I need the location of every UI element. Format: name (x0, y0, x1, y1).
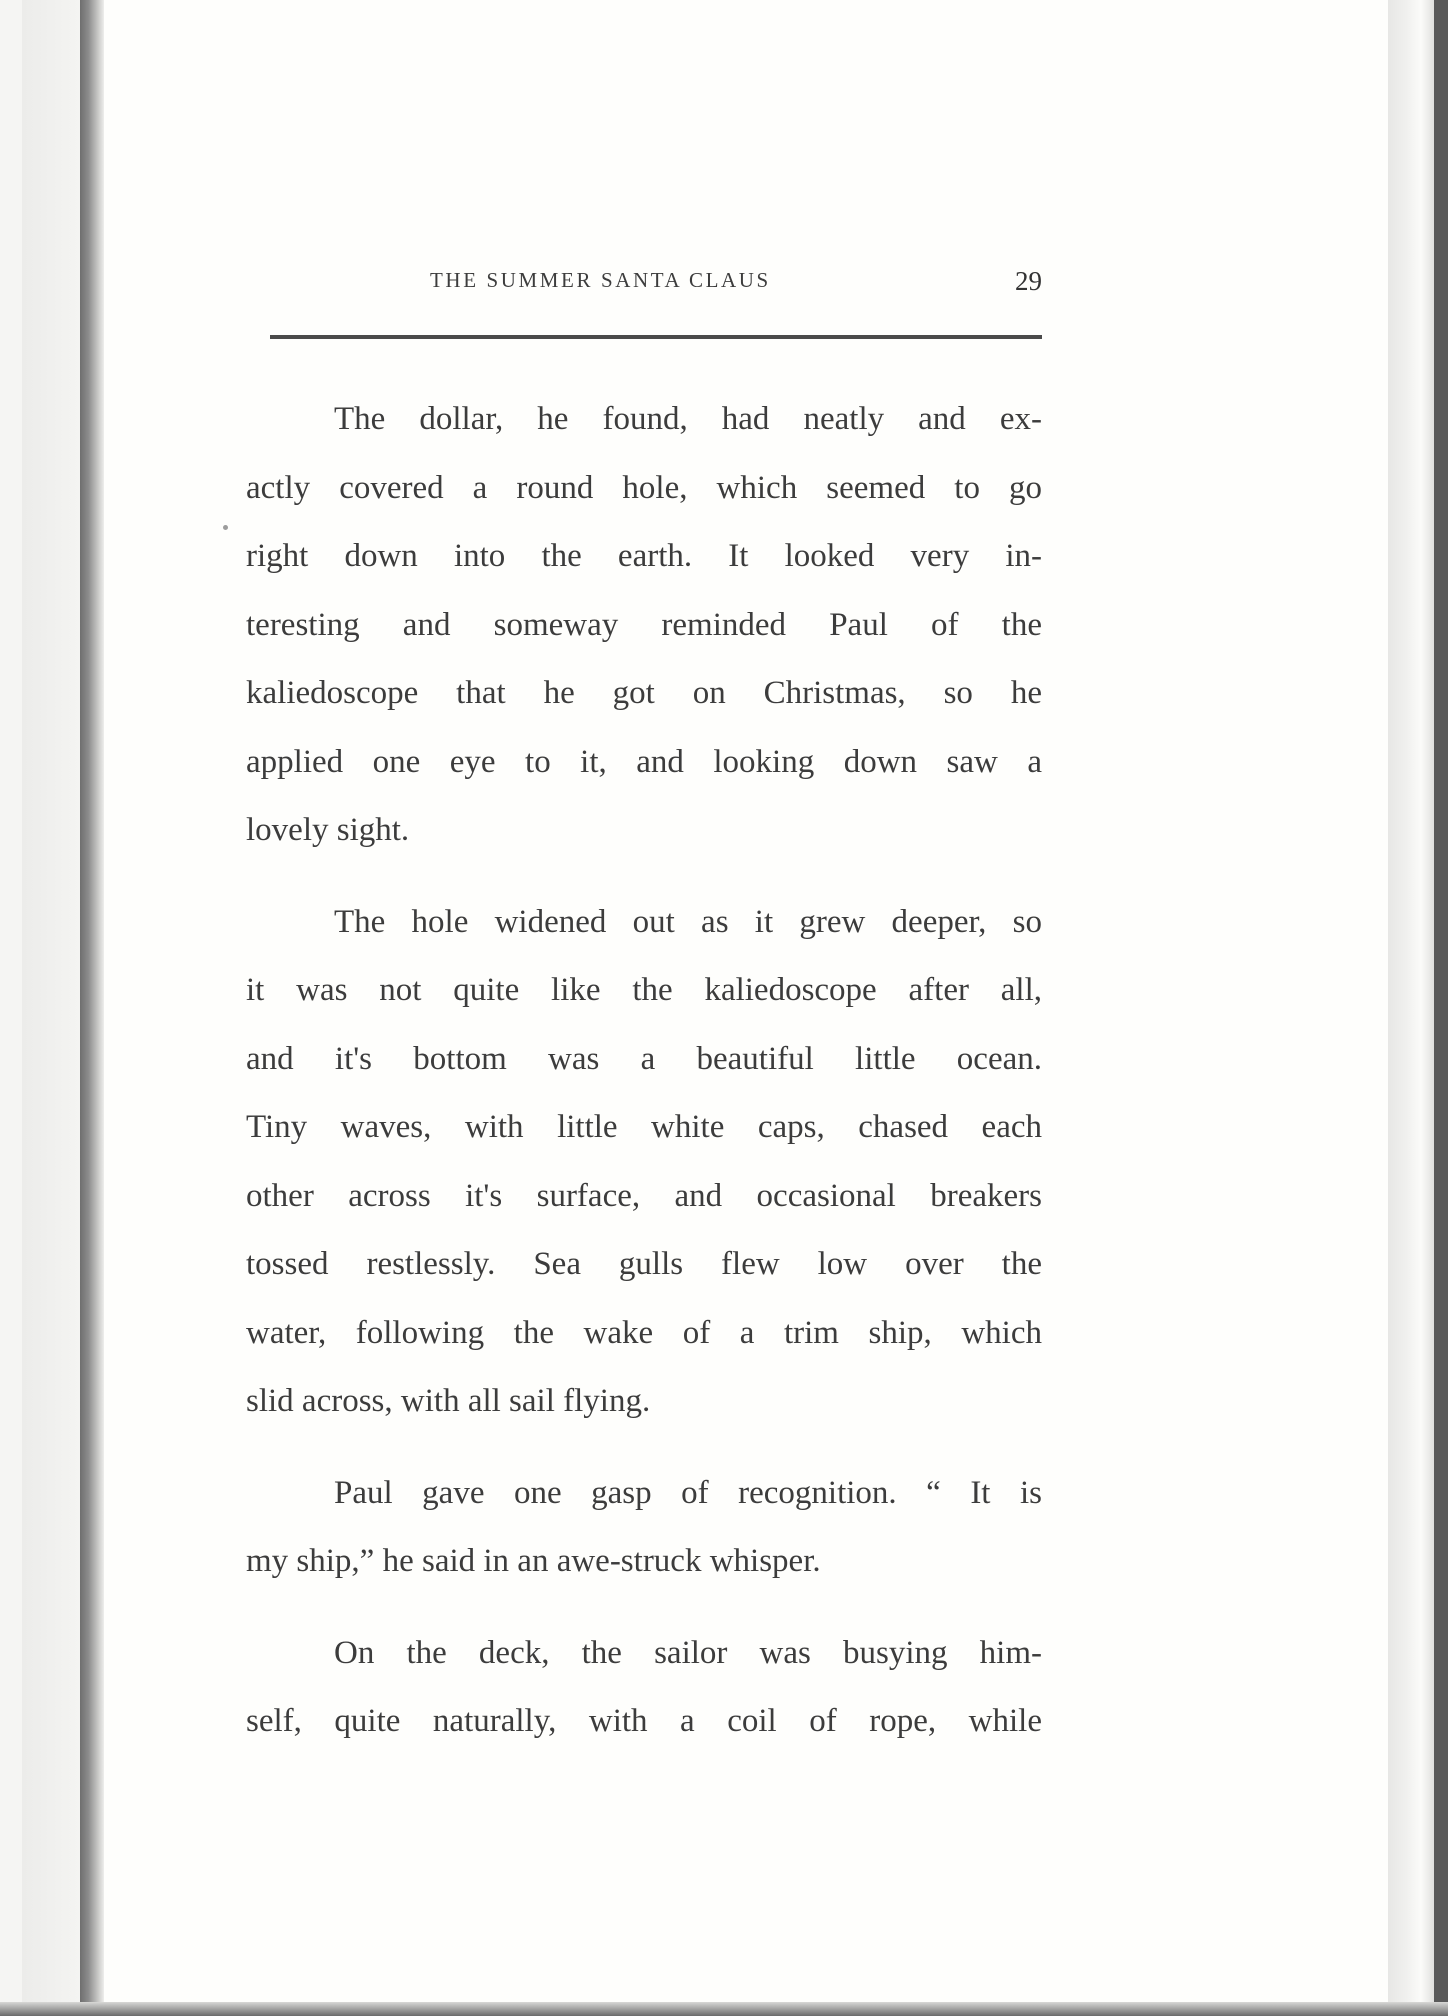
paragraph (246, 1459, 1042, 1596)
text-line: The dollar, he found, had neatly and ex- (334, 401, 1042, 437)
paragraph-gap (246, 865, 1042, 888)
paragraph (246, 385, 1042, 865)
text-line: my ship,” he said in an awe-struck whisper. (246, 1543, 821, 1579)
book-gutter-shadow (80, 0, 104, 2016)
scan-left-margin (0, 0, 22, 2016)
scan-right-shadow (1434, 0, 1448, 2016)
text-line: applied one eye to it, and looking down saw a (246, 743, 1042, 780)
paragraph-gap (246, 1596, 1042, 1619)
scan-speck (223, 525, 228, 530)
text-line: it was not quite like the kaliedoscope after all, (246, 972, 1042, 1008)
scan-bottom-shadow (0, 2002, 1448, 2016)
text-line: lovely sight. (246, 812, 410, 848)
text-line: tossed restlessly. Sea gulls flew low over the (246, 1246, 1042, 1282)
text-line: water, following the wake of a trim ship, which (246, 1314, 1042, 1351)
text-line: self, quite naturally, with a coil of rope, while (246, 1703, 1042, 1739)
text-line: kaliedoscope that he got on Christmas, so he (246, 675, 1042, 711)
text-line: and it's bottom was a beautiful little ocean. (246, 1040, 1042, 1077)
text-line: teresting and someway reminded Paul of the (246, 606, 1042, 643)
text-line: slid across, with all sail flying. (246, 1383, 651, 1419)
text-line: The hole widened out as it grew deeper, so (334, 903, 1042, 940)
paragraph-gap (246, 1436, 1042, 1459)
running-head (270, 266, 1042, 306)
text-line: Tiny waves, with little white caps, chased each (246, 1109, 1042, 1145)
body-text (246, 385, 1042, 1756)
text-line: Paul gave one gasp of recognition. “ It is (334, 1474, 1042, 1511)
running-head-title: THE SUMMER SANTA CLAUS (430, 268, 771, 292)
text-line: actly covered a round hole, which seemed to go (246, 469, 1042, 506)
scan-binding-light (22, 0, 80, 2016)
text-line: right down into the earth. It looked very in- (246, 538, 1042, 574)
header-rule (270, 335, 1042, 339)
text-line: On the deck, the sailor was busying him- (334, 1634, 1042, 1671)
text-line: other across it's surface, and occasional breakers (246, 1177, 1042, 1214)
paragraph (246, 1619, 1042, 1756)
page-number: 29 (1015, 266, 1042, 296)
paragraph (246, 888, 1042, 1436)
